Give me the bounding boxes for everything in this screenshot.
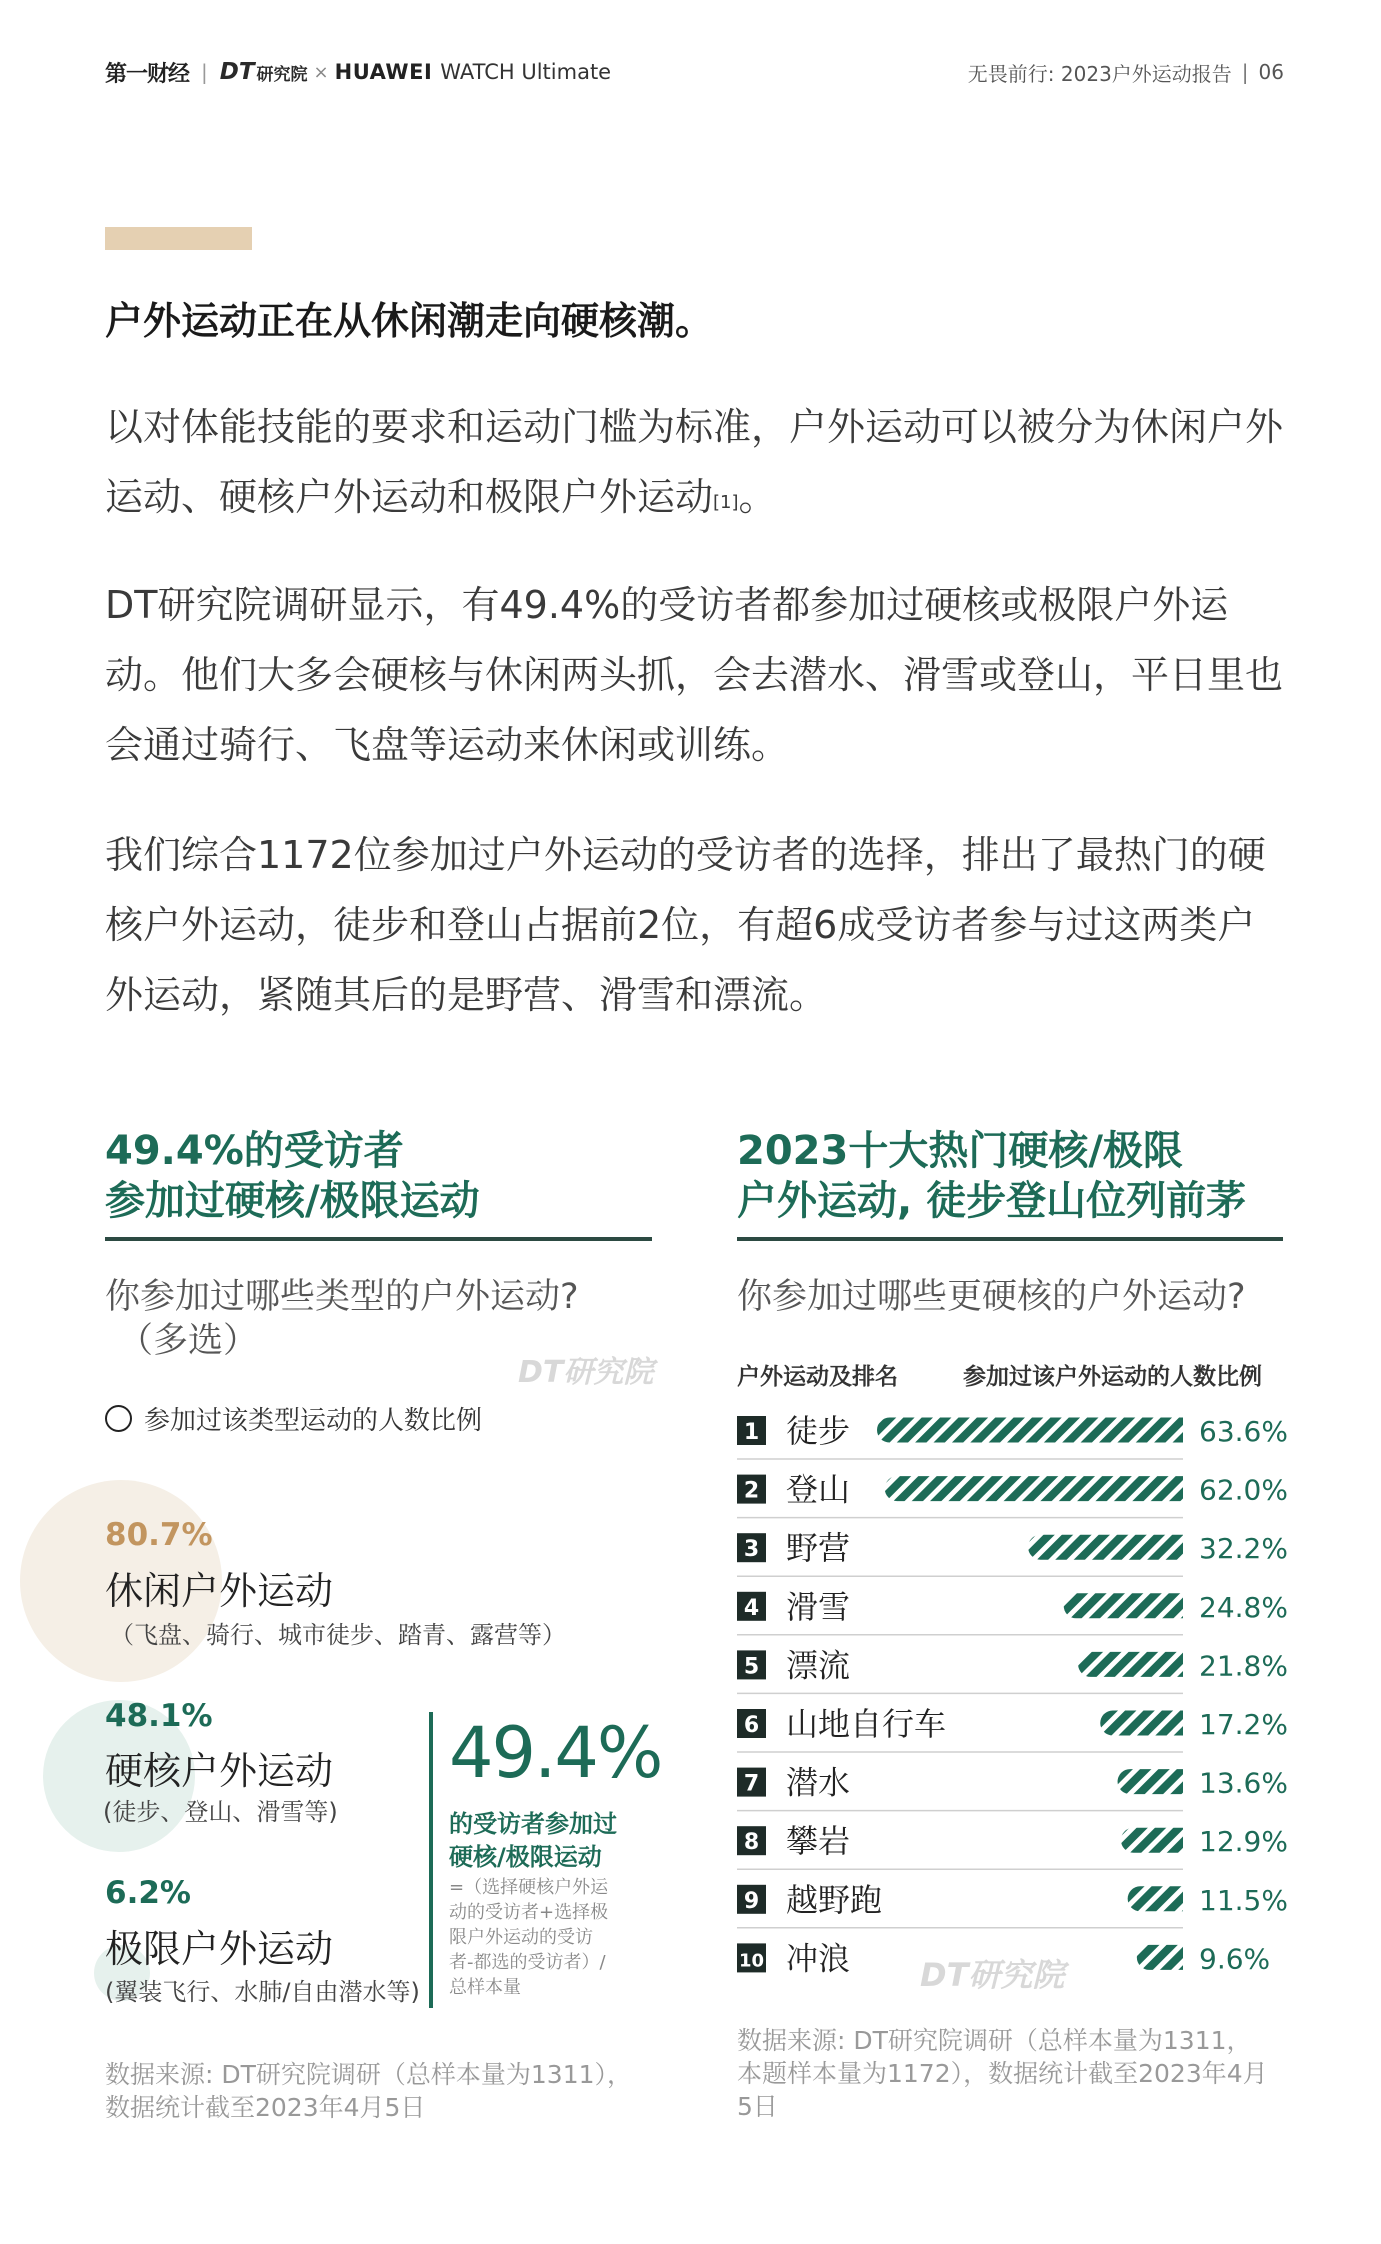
bar — [1137, 1945, 1183, 1970]
left-title-line-1: 49.4%的受访者 — [105, 1128, 404, 1174]
sport-label: 山地自行车 — [786, 1705, 947, 1743]
hardcore-pct: 48.1% — [105, 1698, 213, 1734]
left-section-title — [105, 1126, 480, 1226]
bar — [1100, 1711, 1183, 1736]
footnote-ref[interactable]: [1] — [713, 492, 739, 513]
leisure-examples: （飞盘、骑行、城市徒步、踏青、露营等） — [110, 1621, 566, 1649]
value-label: 9.6% — [1199, 1942, 1271, 1976]
sport-label: 滑雪 — [786, 1587, 851, 1626]
page-number: 06 — [1258, 60, 1284, 84]
rank-number: 3 — [743, 1537, 760, 1563]
left-source-line-1: 数据来源: DT研究院调研（总样本量为1311）， — [105, 2060, 633, 2089]
value-label: 62.0% — [1199, 1473, 1288, 1507]
summary-divider — [429, 1712, 433, 2008]
ranking-bar-chart — [737, 1400, 1297, 1990]
left-title-rule — [105, 1237, 652, 1241]
intro-paragraph-2: DT研究院调研显示，有49.4%的受访者都参加过硬核或极限户外运动。他们大多会硬核与休闲两头抓，会去潜水、滑雪或登山，平日里也会通过骑行、飞盘等运动来休闲或训练。 — [105, 583, 1284, 767]
dt-logo-suffix: 研究院 — [256, 64, 308, 85]
dt-logo: DT — [219, 59, 255, 85]
value-label: 12.9% — [1199, 1825, 1288, 1859]
bar — [885, 1476, 1183, 1501]
rank-number: 8 — [743, 1830, 760, 1856]
header-brands — [105, 52, 611, 92]
left-title-line-2: 参加过硬核/极限运动 — [105, 1178, 480, 1224]
legend-label: 参加过该类型运动的人数比例 — [144, 1406, 483, 1436]
yicai-logo: 第一财经 — [105, 61, 190, 87]
intro-paragraph-3: 我们综合1172位参加过户外运动的受访者的选择，排出了最热门的硬核户外运动，徒步和登山占据前2位，有超6成受访者参与过这两类户外运动，紧随其后的是野营、滑雪和漂流。 — [105, 833, 1266, 1017]
value-label: 17.2% — [1199, 1708, 1288, 1741]
value-label: 24.8% — [1199, 1590, 1288, 1624]
note-line: 总样本量 — [449, 1977, 521, 1998]
right-question: 你参加过哪些更硬核的户外运动? — [737, 1277, 1246, 1317]
rank-number: 6 — [743, 1713, 760, 1738]
left-source-line-2: 数据统计截至2023年4月5日 — [105, 2093, 426, 2122]
summary-pct: 49.4% — [449, 1712, 662, 1794]
intro-paragraph-1 — [105, 392, 1285, 532]
rank-number: 1 — [743, 1420, 760, 1445]
right-title-rule — [737, 1237, 1283, 1241]
lead-heading: 户外运动正在从休闲潮走向硬核潮。 — [105, 299, 714, 343]
report-title: 无畏前行: 2023户外运动报告 — [967, 61, 1232, 86]
sport-label: 野营 — [786, 1529, 851, 1568]
sport-label: 冲浪 — [786, 1939, 851, 1978]
bar — [1078, 1652, 1183, 1677]
summary-label-line-2: 硬核/极限运动 — [449, 1843, 602, 1871]
right-data-source — [737, 2024, 1268, 2123]
hardcore-examples: (徒步、登山、滑雪等) — [103, 1798, 338, 1826]
sport-label: 登山 — [786, 1470, 851, 1509]
left-question: 你参加过哪些类型的户外运动? — [105, 1277, 579, 1317]
value-label: 32.2% — [1199, 1532, 1288, 1566]
dt-watermark-right: DT研究院 — [920, 1956, 1065, 1994]
extreme-examples: (翼装飞行、水肺/自由潜水等) — [105, 1978, 420, 2006]
right-source-line-2: 本题样本量为1172），数据统计截至2023年4月 — [737, 2059, 1268, 2088]
intro-paragraph-1-text: 以对体能技能的要求和运动门槛为标准，户外运动可以被分为休闲户外运动、硬核户外运动和极限户外运动 — [105, 405, 1284, 519]
brand-divider: | — [201, 60, 208, 84]
summary-label — [449, 1808, 617, 1874]
right-source-line-3: 5日 — [737, 2092, 778, 2121]
dt-watermark-left: DT研究院 — [518, 1355, 654, 1390]
summary-formula-note — [449, 1875, 608, 2000]
sport-label: 潜水 — [786, 1763, 851, 1802]
sport-label: 攀岩 — [786, 1822, 851, 1861]
left-data-source — [105, 2058, 632, 2124]
extreme-name: 极限户外运动 — [105, 1927, 334, 1971]
right-section-title — [737, 1126, 1246, 1226]
bar — [1028, 1535, 1183, 1560]
extreme-pct: 6.2% — [105, 1875, 191, 1911]
header-divider: | — [1241, 60, 1249, 84]
brand-cross: × — [313, 61, 329, 83]
rank-number: 4 — [743, 1595, 760, 1621]
rank-number: 10 — [738, 1950, 765, 1972]
legend-circle-icon — [105, 1405, 132, 1432]
header-report-info — [968, 52, 1284, 92]
rank-number: 7 — [743, 1771, 760, 1797]
bar — [1128, 1886, 1183, 1911]
rank-number: 5 — [743, 1654, 760, 1680]
leisure-pct: 80.7% — [105, 1517, 213, 1553]
note-line: =（选择硬核户外运 — [449, 1877, 609, 1898]
bar — [877, 1418, 1183, 1443]
bar — [1064, 1593, 1183, 1618]
value-label: 13.6% — [1199, 1766, 1288, 1800]
summary-label-line-1: 的受访者参加过 — [449, 1810, 617, 1838]
sport-label: 漂流 — [786, 1646, 851, 1685]
note-line: 动的受访者+选择极 — [449, 1902, 609, 1923]
value-label: 21.8% — [1199, 1649, 1288, 1683]
column-header-participation: 参加过该户外运动的人数比例 — [963, 1364, 1262, 1390]
hardcore-name: 硬核户外运动 — [105, 1749, 334, 1793]
right-title-line-2: 户外运动, 徒步登山位列前茅 — [737, 1178, 1247, 1224]
right-title-line-1: 2023十大热门硬核/极限 — [737, 1128, 1183, 1174]
leisure-name: 休闲户外运动 — [105, 1569, 334, 1613]
watch-ultimate-label: WATCH Ultimate — [440, 60, 612, 84]
sport-label: 越野跑 — [786, 1880, 883, 1919]
bar — [1118, 1769, 1183, 1794]
rank-number: 9 — [743, 1888, 760, 1914]
value-label: 11.5% — [1199, 1883, 1288, 1917]
huawei-logo: HUAWEI — [334, 60, 433, 84]
note-line: 限户外运动的受访 — [449, 1927, 593, 1948]
sport-label: 徒步 — [786, 1412, 851, 1450]
accent-bar — [105, 227, 252, 250]
intro-paragraph-1-end: 。 — [738, 475, 777, 519]
value-label: 63.6% — [1199, 1415, 1288, 1448]
rank-number: 2 — [743, 1478, 760, 1504]
left-question-multi: （多选） — [118, 1321, 259, 1361]
column-header-sport-rank: 户外运动及排名 — [737, 1364, 898, 1390]
right-source-line-1: 数据来源: DT研究院调研（总样本量为1311， — [737, 2026, 1252, 2055]
note-line: 者-都选的受访者）/ — [449, 1952, 606, 1973]
bar — [1121, 1828, 1183, 1853]
left-legend — [105, 1400, 482, 1437]
